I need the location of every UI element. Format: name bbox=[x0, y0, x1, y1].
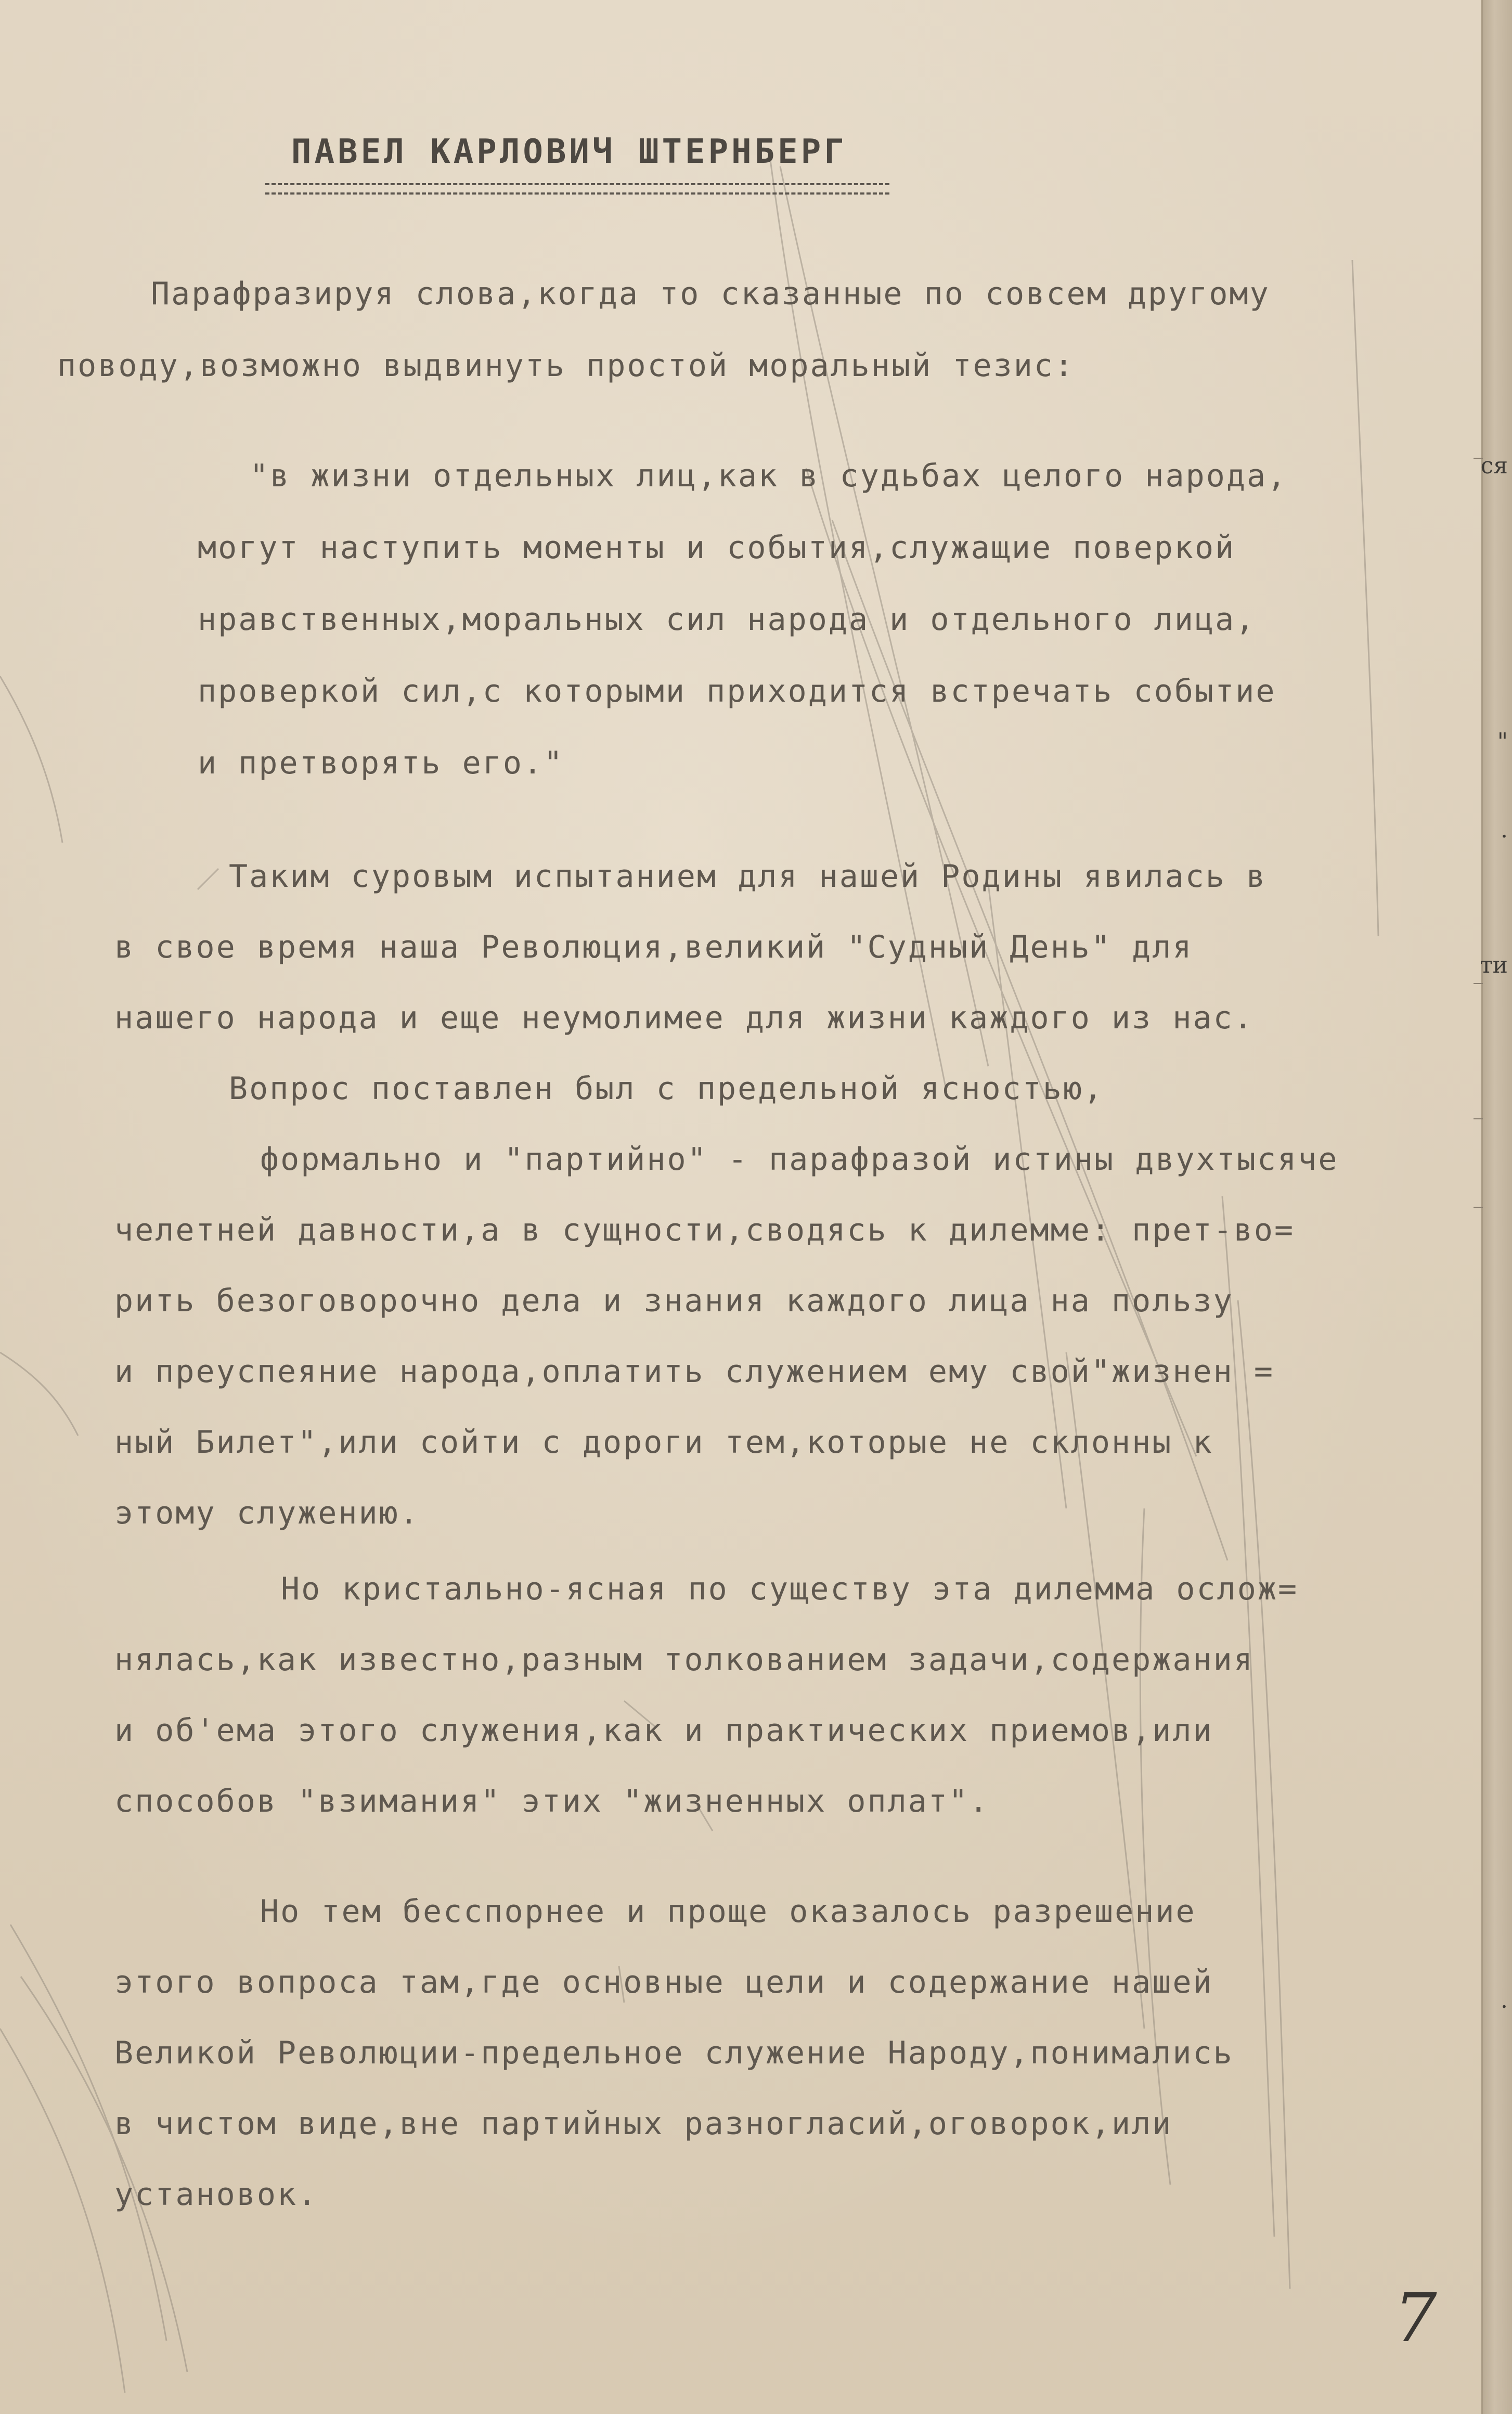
text-line: нашего народа и еще неумолимее для жизни каждого из нас. bbox=[114, 1000, 1254, 1036]
text-line: Но тем бесспорнее и проще оказалось разрешение bbox=[260, 1893, 1196, 1930]
next-page-edge bbox=[1481, 0, 1512, 2414]
text-line: способов "взимания" этих "жизненных оплат". bbox=[114, 1783, 990, 1819]
text-line: в свое время наша Революция,великий "Судный День" для bbox=[114, 929, 1193, 965]
text-line: Парафразируя слова,когда то сказанные по совсем другому bbox=[151, 276, 1270, 312]
text-line: поводу,возможно выдвинуть простой моральный тезис: bbox=[57, 347, 1075, 384]
text-line: этого вопроса там,где основные цели и содержание нашей bbox=[114, 1964, 1213, 2000]
margin-mark: ся bbox=[1480, 453, 1508, 479]
text-line: могут наступить моменты и события,служащие поверкой bbox=[198, 530, 1236, 566]
text-line: челетней давности,а в сущности,сводясь к дилемме: прет-во= bbox=[114, 1212, 1295, 1248]
text-line: Великой Революции-предельное служение Народу,понимались bbox=[114, 2035, 1234, 2071]
text-line: Но кристально-ясная по существу эта дилемма ослож= bbox=[281, 1571, 1299, 1607]
text-line: этому служению. bbox=[114, 1495, 420, 1531]
text-line: и претворять его." bbox=[198, 745, 564, 781]
text-line: нравственных,моральных сил народа и отдельного лица, bbox=[198, 601, 1256, 638]
text-line: в чистом виде,вне партийных разногласий,оговорок,или bbox=[114, 2106, 1173, 2142]
text-line: ный Билет",или сойти с дороги тем,которые не склонны к bbox=[114, 1424, 1213, 1461]
edge-line bbox=[1474, 1207, 1483, 1208]
margin-mark: ти bbox=[1480, 952, 1508, 978]
title-underline bbox=[265, 183, 889, 195]
text-line: установок. bbox=[114, 2176, 318, 2213]
edge-line bbox=[1474, 983, 1483, 984]
text-line: формально и "партийно" - парафразой истины двухтысяче bbox=[260, 1141, 1339, 1178]
document-title: ПАВЕЛ КАРЛОВИЧ ШТЕРНБЕРГ bbox=[291, 133, 847, 171]
text-line: и об'ема этого служения,как и практических приемов,или bbox=[114, 1712, 1213, 1749]
page-number: 7 bbox=[1394, 2278, 1437, 2357]
text-line: Таким суровым испытанием для нашей Родины явилась в bbox=[229, 858, 1267, 895]
text-line: нялась,как известно,разным толкованием задачи,содержания bbox=[114, 1642, 1254, 1678]
text-line: "в жизни отдельных лиц,как в судьбах целого народа, bbox=[250, 458, 1288, 494]
text-line: рить безоговорочно дела и знания каждого лица на пользу bbox=[114, 1283, 1234, 1319]
margin-mark: . bbox=[1501, 1987, 1508, 2013]
edge-line bbox=[1474, 1118, 1483, 1119]
text-line: проверкой сил,с которыми приходится встречать событие bbox=[198, 673, 1276, 709]
text-line: и преуспеяние народа,оплатить служением ему свой"жизнен = bbox=[114, 1353, 1275, 1390]
margin-mark: . bbox=[1501, 817, 1508, 843]
text-line: Вопрос поставлен был с предельной ясностью, bbox=[229, 1070, 1104, 1107]
margin-mark: " bbox=[1497, 728, 1508, 755]
